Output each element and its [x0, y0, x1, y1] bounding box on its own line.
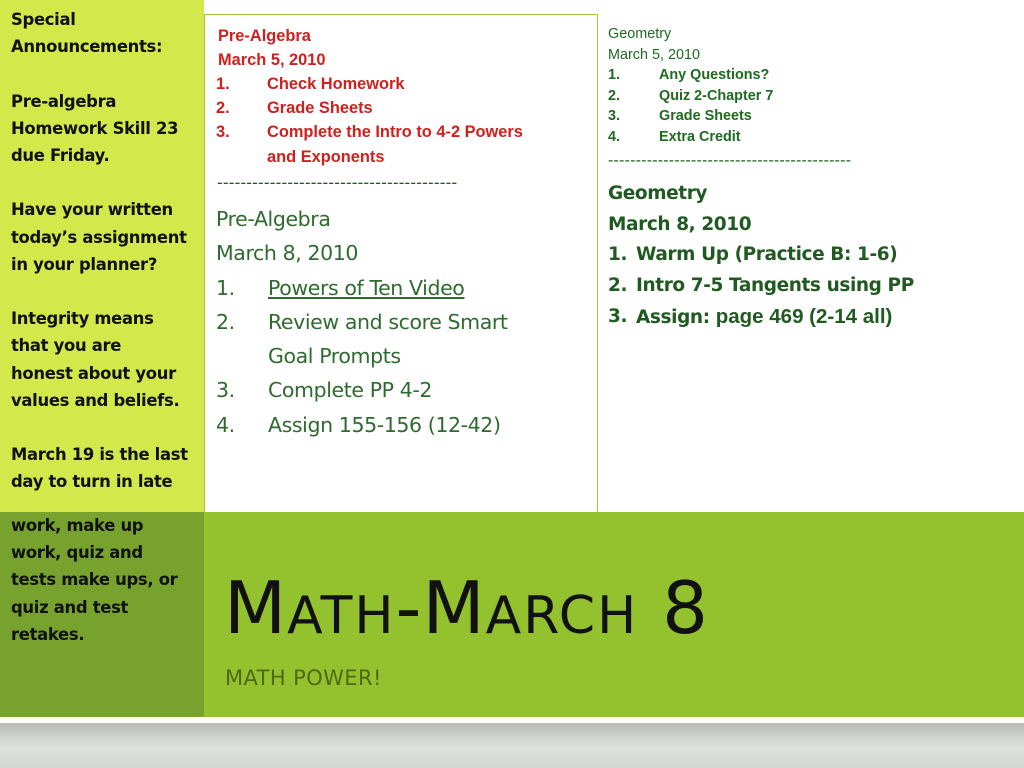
list-text-label: Intro 7-5 Tangents using PP	[636, 275, 914, 297]
title-part: ARCH	[485, 586, 639, 646]
list-item	[608, 127, 773, 148]
announcements-heading-2: Announcements:	[11, 37, 163, 57]
slide-subtitle: MATH POWER!	[225, 666, 382, 690]
list-number: 1.	[216, 275, 235, 300]
list-item	[216, 271, 508, 305]
list-text	[267, 72, 405, 96]
announcement-line: values and beliefs.	[11, 390, 180, 410]
list-item	[608, 240, 914, 271]
announcement-line: Pre-algebra	[11, 91, 117, 111]
geometry-mar5-subject: Geometry	[608, 26, 672, 42]
list-item	[216, 305, 508, 374]
announcement-line: day to turn in late	[11, 472, 173, 492]
list-text-label: Warm Up (Practice B: 1-6)	[636, 244, 898, 266]
announcement-line: today’s assignment	[11, 227, 187, 247]
list-text	[636, 240, 897, 271]
geometry-mar8-list	[608, 240, 914, 333]
list-text	[636, 271, 914, 302]
title-part: M	[422, 566, 486, 650]
list-item	[608, 65, 773, 86]
prealgebra-mar8-subject: Pre-Algebra	[216, 207, 331, 231]
list-item	[216, 373, 508, 407]
title-part: -	[395, 566, 423, 650]
geometry-mar8-block	[608, 179, 914, 334]
geometry-mar8-date: March 8, 2010	[608, 213, 752, 235]
list-text	[268, 305, 508, 374]
list-text-line: Assign 155-156 (12-42)	[268, 412, 501, 437]
list-number: 1.	[216, 75, 230, 93]
list-text: Any Questions?	[659, 67, 770, 84]
spacer	[11, 60, 198, 87]
list-text: Quiz 2-Chapter 7	[659, 87, 774, 104]
geometry-mar5-date: March 5, 2010	[608, 46, 700, 63]
list-item	[216, 96, 591, 120]
list-number: 2.	[608, 275, 628, 297]
list-text-line: Grade Sheets	[267, 99, 373, 118]
title-part: M	[224, 566, 288, 650]
list-text-line: Review and score Smart	[268, 309, 508, 334]
geometry-mar8-subject: Geometry	[608, 183, 708, 204]
powers-of-ten-video-link[interactable]: Powers of Ten Video	[268, 275, 465, 300]
list-number: 2.	[608, 87, 621, 104]
list-text	[267, 96, 373, 120]
list-text	[636, 302, 892, 334]
list-number: 3.	[216, 378, 235, 403]
list-text: Grade Sheets	[659, 108, 752, 125]
spacer	[11, 278, 198, 305]
list-number: 3.	[608, 305, 628, 327]
section-divider: --------------------------------------------	[608, 152, 852, 169]
geometry-panel	[598, 14, 1024, 512]
list-item	[216, 408, 508, 442]
prealgebra-mar8-date: March 8, 2010	[216, 241, 359, 266]
announcement-line: Integrity means	[11, 309, 154, 329]
announcement-line: honest about your	[11, 363, 176, 383]
list-item	[216, 72, 591, 96]
announcements-text-lower	[11, 512, 201, 648]
announcement-line: March 19 is the last	[11, 445, 188, 465]
announcements-panel	[0, 0, 204, 512]
announcement-line: in your planner?	[11, 254, 158, 274]
prealgebra-mar8-list	[216, 271, 508, 442]
list-number: 4.	[608, 128, 621, 145]
list-item	[608, 86, 773, 107]
section-divider: -----------------------------------------	[217, 173, 458, 192]
announcement-line: due Friday.	[11, 146, 110, 165]
spacer	[11, 414, 198, 441]
announcement-line: that you are	[11, 336, 122, 356]
prealgebra-mar5-date: March 5, 2010	[218, 51, 326, 69]
list-number: 2.	[216, 309, 235, 334]
announcement-line: Have your written	[11, 200, 173, 220]
prealgebra-panel	[204, 14, 598, 512]
list-text	[268, 408, 501, 442]
list-text-line: Complete the Intro to 4-2 Powers	[267, 123, 523, 142]
list-text-label: Assign:	[636, 306, 716, 328]
announcement-line: Homework Skill 23	[11, 118, 179, 138]
announcement-line: work, make up	[11, 516, 144, 535]
list-number: 4.	[216, 412, 235, 437]
prealgebra-mar5-subject: Pre-Algebra	[218, 27, 311, 45]
list-text-line: Complete PP 4-2	[268, 378, 433, 403]
announcement-line: quiz and test	[11, 597, 129, 617]
list-text	[267, 120, 523, 168]
footer-bar	[0, 723, 1024, 768]
list-text-line: and Exponents	[267, 147, 385, 166]
geometry-mar5-list	[608, 65, 773, 147]
prealgebra-mar5-list	[216, 72, 591, 169]
list-item	[216, 120, 591, 168]
assignment-value: page 469 (2-14 all)	[715, 304, 893, 328]
list-number: 1.	[608, 244, 628, 266]
list-text: Extra Credit	[659, 128, 741, 145]
list-text-line: Goal Prompts	[268, 344, 401, 369]
list-text	[268, 373, 432, 407]
list-number: 1.	[608, 67, 621, 84]
announcement-line: retakes.	[11, 624, 85, 644]
list-text	[268, 271, 464, 305]
list-text-line: Check Homework	[267, 75, 405, 93]
list-number: 2.	[216, 99, 230, 118]
list-item	[608, 302, 914, 334]
geometry-mar5-block	[608, 24, 773, 148]
announcements-text-upper	[11, 88, 198, 496]
list-item	[608, 106, 773, 127]
announcement-line: tests make ups, or	[11, 570, 178, 590]
prealgebra-mar8-block	[216, 202, 508, 442]
title-part: 8	[662, 566, 709, 650]
list-number: 3.	[216, 123, 230, 142]
list-item	[608, 271, 914, 302]
announcement-line: work, quiz and	[11, 543, 143, 563]
spacer	[11, 169, 198, 196]
list-number: 3.	[608, 108, 621, 125]
announcements-heading-1: Special	[11, 10, 76, 29]
title-part: ATH	[287, 586, 396, 646]
slide-title	[224, 565, 709, 659]
